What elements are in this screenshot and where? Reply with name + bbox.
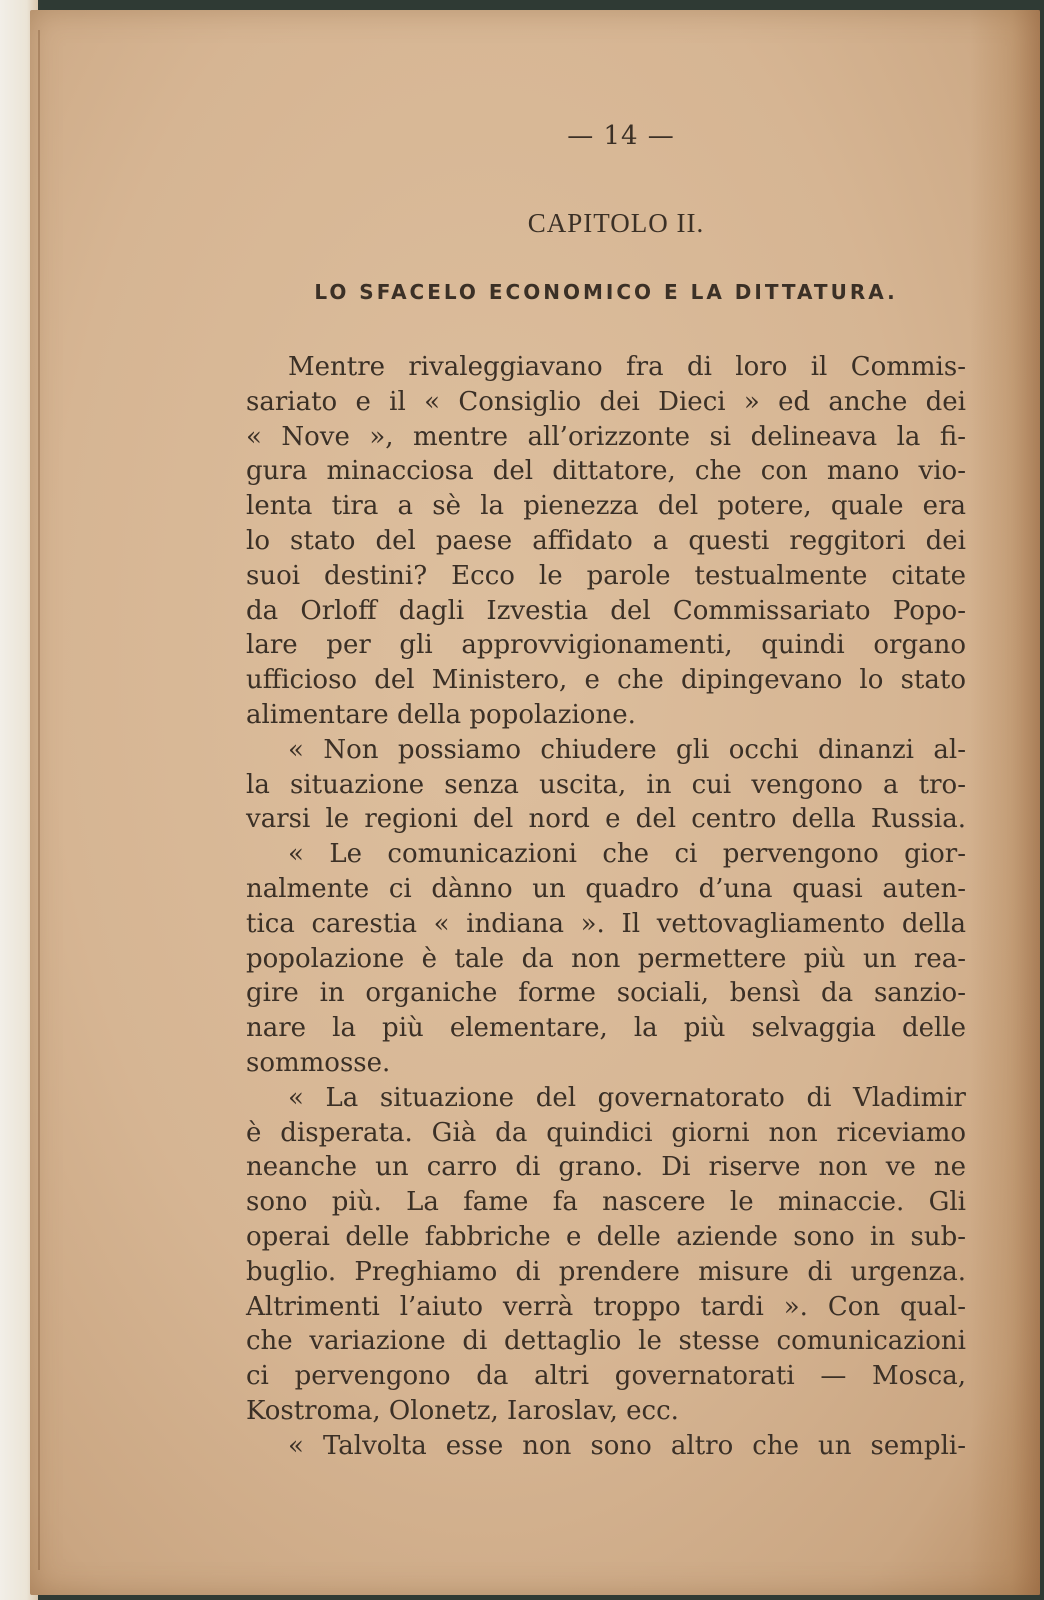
text-line: ci pervengono da altri governatorati — Mosca, [246,1361,966,1392]
text-line: lo stato del paese affidato a questi reggitori dei [246,525,966,556]
text-line: popolazione è tale da non permettere più un rea- [246,943,966,974]
page-edge-wear [970,10,1040,1595]
text-line: Altrimenti l’aiuto verrà troppo tardi ». Con qual- [246,1291,966,1322]
text-line: lenta tira a sè la pienezza del potere, quale era [246,491,966,522]
text-line: tica carestia « indiana ». Il vettovagliamento della [246,908,966,939]
text-line: ufficioso del Ministero, e che dipingevano lo stato [246,665,966,696]
text-line: alimentare della popolazione. [246,699,636,730]
chapter-heading: LO SFACELO ECONOMICO E LA DITTATURA. [314,280,898,304]
text-line: sommosse. [246,1047,391,1078]
text-line: sariato e il « Consiglio dei Dieci » ed anche dei [246,386,966,417]
text-line: Kostroma, Olonetz, Iaroslav, ecc. [246,1395,679,1426]
text-line: Mentre rivaleggiavano fra di loro il Commis- [288,352,966,382]
text-line: sono più. La fame fa nascere le minaccie. Gli [246,1187,966,1218]
text-line: la situazione senza uscita, in cui vengono a tro- [246,769,966,800]
text-line: « Nove », mentre all’orizzonte si delineava la fi- [246,421,966,452]
text-line: lare per gli approvvigionamenti, quindi organo [246,630,966,661]
page-number: — 14 — [567,121,675,151]
text-line: nare la più elementare, la più selvaggia delle [246,1013,966,1044]
body-text [246,350,966,1464]
chapter-label: CAPITOLO II. [527,208,705,238]
book-page [30,10,1040,1595]
text-line: che variazione di dettaglio le stesse comunicazioni [246,1326,966,1357]
text-line: gire in organiche forme sociali, bensì da sanzio- [246,978,966,1009]
text-line: « Talvolta esse non sono altro che un sempli- [288,1430,966,1461]
text-line: da Orloff dagli Izvestia del Commissariato Popo- [246,595,966,626]
text-line: nalmente ci dànno un quadro d’una quasi auten- [246,873,966,904]
text-line: suoi destini? Ecco le parole testualmente citate [246,560,966,591]
text-line: gura minacciosa del dittatore, che con mano vio- [246,456,966,487]
text-line: « Le comunicazioni che ci pervengono gior- [288,839,966,870]
text-line: « Non possiamo chiudere gli occhi dinanzi al- [288,734,966,765]
text-line: buglio. Preghiamo di prendere misure di urgenza. [246,1256,966,1287]
text-line: operai delle fabbriche e delle aziende sono in sub- [246,1221,966,1252]
text-line: è disperata. Già da quindici giorni non riceviamo [246,1117,966,1148]
page-fold-line [38,30,40,1570]
text-line: varsi le regioni del nord e del centro della Russia. [246,804,966,835]
text-line: « La situazione del governatorato di Vladimir [288,1082,966,1113]
text-line: neanche un carro di grano. Di riserve non ve ne [246,1152,966,1183]
